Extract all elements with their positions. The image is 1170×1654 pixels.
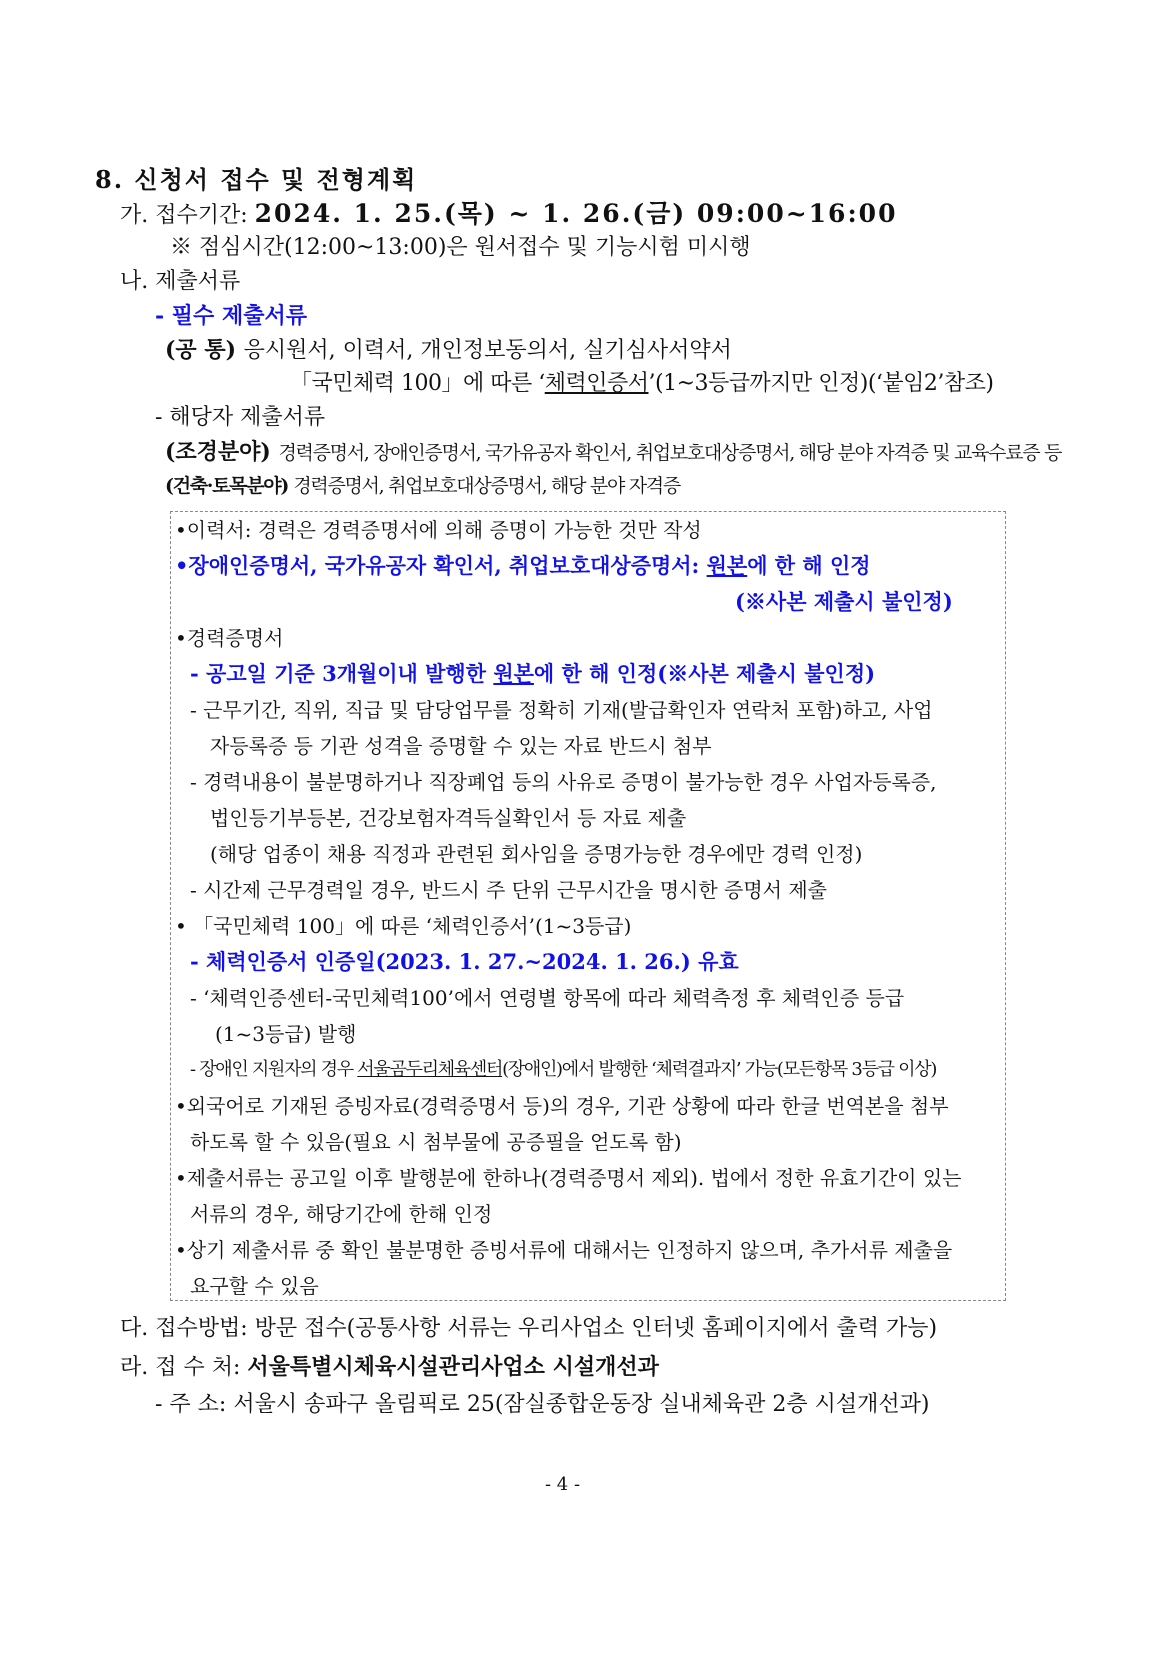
text: 에 한 해 인정(※사본 제출시 불인정) — [533, 661, 876, 686]
label: 라. 접 수 처: — [120, 1355, 248, 1380]
section-title: 8. 신청서 접수 및 전형계획 — [95, 165, 418, 194]
text: 에 한 해 인정 — [747, 553, 871, 578]
fitness-cert-line — [290, 369, 994, 399]
arch-label: (건축·토목분야) — [165, 475, 294, 497]
note-line: 자등록증 등 기관 성격을 증명할 수 있는 자료 반드시 첨부 — [210, 734, 712, 758]
arch-list: 경력증명서, 취업보호대상증명서, 해당 분야 자격증 — [293, 475, 680, 497]
note-line: • 「국민체력 100」에 따른 ‘체력인증서’(1~3등급) — [175, 914, 632, 938]
common-label: (공 통) — [165, 337, 244, 363]
common-docs-list: 응시원서, 이력서, 개인정보동의서, 실기심사서약서 — [243, 338, 732, 363]
reception-method: 다. 접수방법: 방문 접수(공통사항 서류는 우리사업소 인터넷 홈페이지에서 출력 가능) — [120, 1316, 938, 1341]
note-line: - 시간제 근무경력일 경우, 반드시 주 단위 근무시간을 명시한 증명서 제출 — [190, 878, 827, 902]
label: 가. 접수기간: — [120, 203, 255, 228]
note-line: (※사본 제출시 불인정) — [735, 589, 953, 614]
common-docs — [165, 335, 732, 366]
text: 「국민체력 100」에 따른 ‘ — [290, 371, 545, 396]
landscape-list: 경력증명서, 장애인증명서, 국가유공자 확인서, 취업보호대상증명서, 해당 분야 자격증 및 교육수료증 등 — [278, 442, 1062, 464]
note-line: (1~3등급) 발행 — [215, 1022, 357, 1046]
address: - 주 소: 서울시 송파구 올림픽로 25(잠실종합운동장 실내체육관 2층 시설개선과) — [155, 1392, 930, 1417]
lunch-note: ※ 점심시간(12:00~13:00)은 원서접수 및 기능시험 미시행 — [170, 235, 751, 260]
note-line: - 경력내용이 불분명하거나 직장폐업 등의 사유로 증명이 불가능한 경우 사업자등록증, — [190, 770, 937, 794]
text: - 장애인 지원자의 경우 — [190, 1059, 358, 1080]
text: - 공고일 기준 3개월이내 발행한 — [190, 661, 494, 686]
text: ’(1~3등급까지만 인정)(‘붙임2’참조) — [648, 371, 994, 396]
note-line — [190, 1055, 936, 1085]
fitness-cert: 체력인증서 — [544, 371, 649, 396]
note-line: 요구할 수 있음 — [190, 1274, 319, 1298]
reception-period — [120, 199, 897, 231]
text: •장애인증명서, 국가유공자 확인서, 취업보호대상증명서: — [175, 553, 707, 578]
required-docs-heading: - 필수 제출서류 — [155, 303, 307, 329]
note-line — [175, 551, 871, 581]
note-line: - ‘체력인증센터-국민체력100’에서 연령별 항목에 따라 체력측정 후 체력인증 등급 — [190, 986, 905, 1010]
place-value: 서울특별시체육시설관리사업소 시설개선과 — [247, 1354, 659, 1380]
note-line: •제출서류는 공고일 이후 발행분에 한하나(경력증명서 제외). 법에서 정한 유효기간이 있는 — [175, 1166, 962, 1190]
reception-place — [120, 1352, 659, 1383]
arch-docs — [165, 471, 680, 501]
text: 원본 — [706, 553, 748, 578]
text: 서울곰두리체육센터 — [357, 1059, 503, 1080]
note-line: 하도록 할 수 있음(필요 시 첨부물에 공증필을 얻도록 함) — [190, 1130, 682, 1154]
note-line: 서류의 경우, 해당기간에 한해 인정 — [190, 1202, 493, 1226]
note-line: •상기 제출서류 중 확인 불분명한 증빙서류에 대해서는 인정하지 않으며, 추가서류 제출을 — [175, 1238, 953, 1262]
documents-heading: 나. 제출서류 — [120, 269, 241, 294]
page-number: - 4 - — [545, 1474, 581, 1495]
note-line: - 체력인증서 인증일(2023. 1. 27.~2024. 1. 26.) 유효 — [190, 949, 739, 974]
note-line: 법인등기부등본, 건강보험자격득실확인서 등 자료 제출 — [210, 806, 687, 830]
note-line: •이력서: 경력은 경력증명서에 의해 증명이 가능한 것만 작성 — [175, 518, 702, 542]
text: (장애인)에서 발행한 ‘체력결과지’ 가능(모든항목 3등급 이상) — [502, 1059, 937, 1080]
landscape-label: (조경분야) — [165, 439, 279, 465]
text: 원본 — [493, 661, 534, 686]
applicable-docs-heading: - 해당자 제출서류 — [155, 405, 326, 430]
note-line: •외국어로 기재된 증빙자료(경력증명서 등)의 경우, 기관 상황에 따라 한글 번역본을 첨부 — [175, 1094, 949, 1118]
period-value: 2024. 1. 25.(목) ~ 1. 26.(금) 09:00~16:00 — [254, 199, 898, 228]
note-line — [190, 659, 875, 689]
note-line: - 근무기간, 직위, 직급 및 담당업무를 정확히 기재(발급확인자 연락처 포함)하고, 사업 — [190, 698, 933, 722]
note-line: •경력증명서 — [175, 626, 284, 650]
note-line: (해당 업종이 채용 직정과 관련된 회사임을 증명가능한 경우에만 경력 인정) — [210, 842, 863, 866]
landscape-docs — [165, 437, 1061, 468]
